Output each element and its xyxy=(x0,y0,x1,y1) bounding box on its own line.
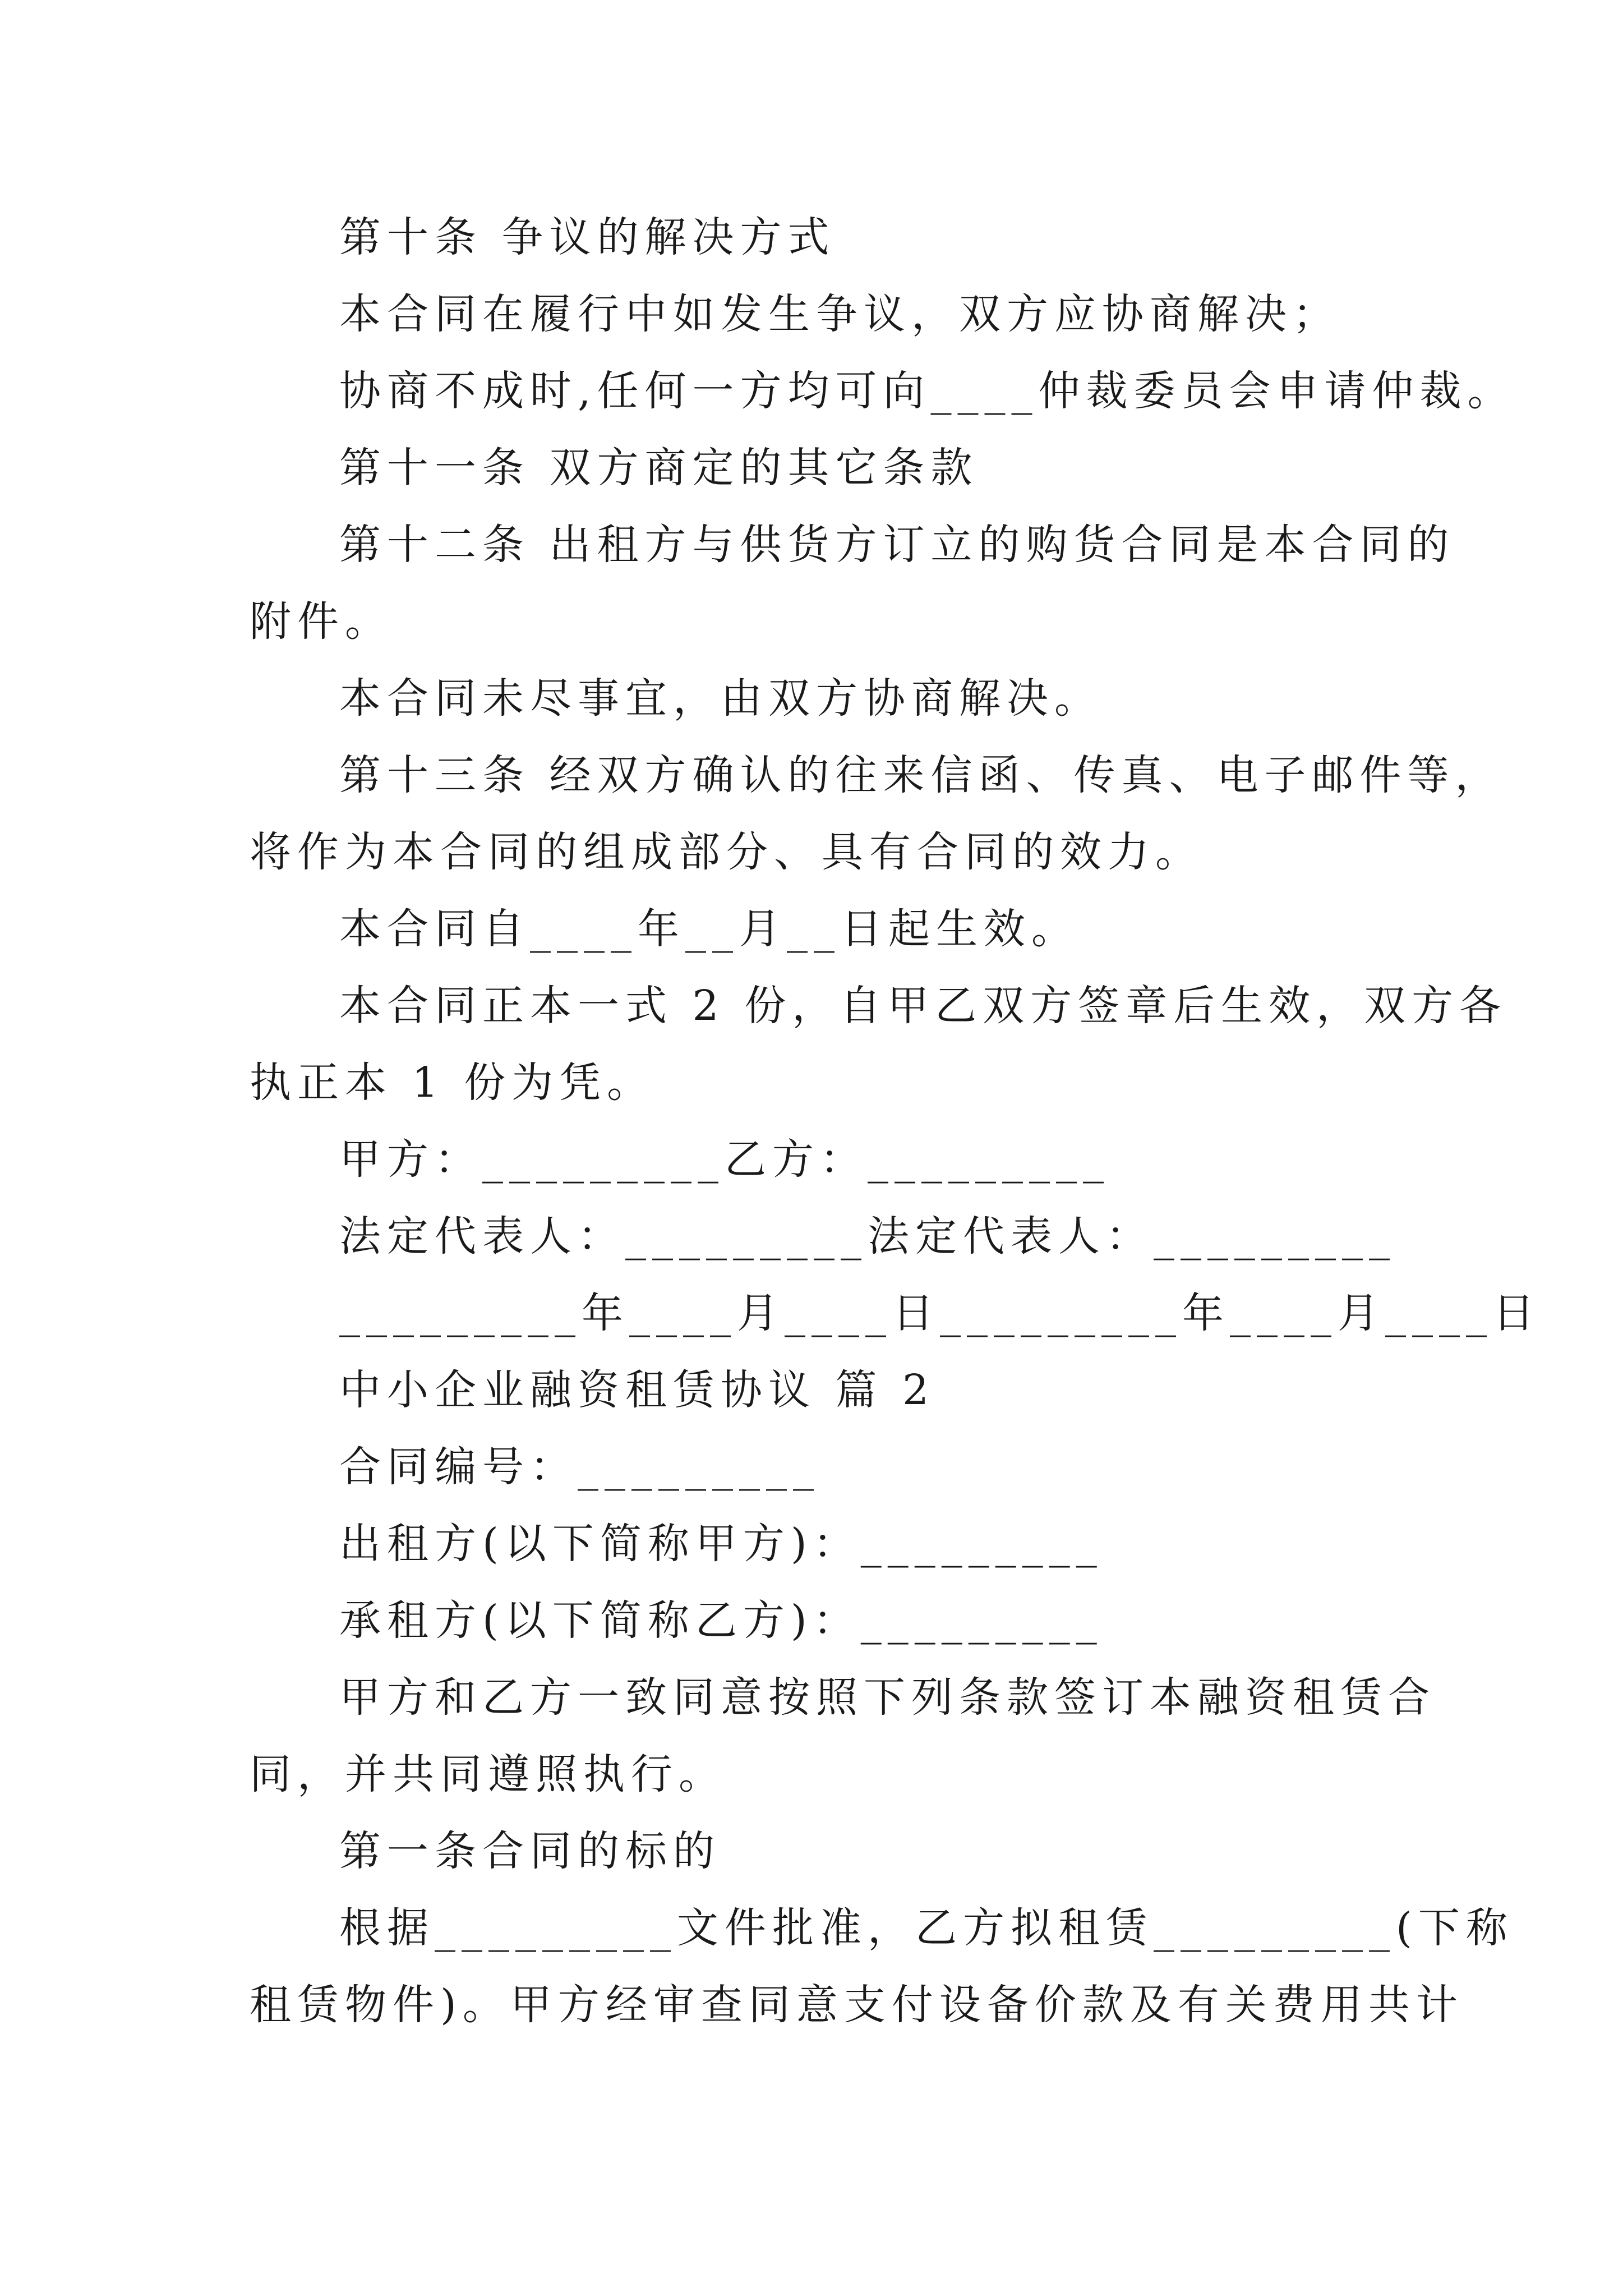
paragraph-line: 甲方和乙方一致同意按照下列条款签订本融资租赁合 xyxy=(339,1673,1436,1722)
article-1-heading: 第一条合同的标的 xyxy=(339,1827,721,1875)
article-10-heading: 第十条 争议的解决方式 xyxy=(339,213,836,261)
party-signature-line: 甲方：_________乙方：_________ xyxy=(339,1135,1110,1184)
paragraph-continuation: 租赁物件)。甲方经审查同意支付设备价款及有关费用共计 xyxy=(250,1981,1464,2029)
contract-number-line: 合同编号：_________ xyxy=(339,1443,820,1491)
legal-representative-line: 法定代表人：_________法定代表人：_________ xyxy=(339,1212,1396,1260)
paragraph-line: 本合同正本一式 2 份，自甲乙双方签章后生效，双方各 xyxy=(339,982,1507,1030)
paragraph-continuation: 将作为本合同的组成部分、具有合同的效力。 xyxy=(250,828,1203,876)
article-11-heading: 第十一条 双方商定的其它条款 xyxy=(339,444,979,492)
paragraph-continuation: 执正本 1 份为凭。 xyxy=(250,1059,655,1107)
article-12-line: 第十二条 出租方与供货方订立的购货合同是本合同的 xyxy=(339,521,1455,569)
section-title: 中小企业融资租赁协议 篇 2 xyxy=(339,1366,935,1414)
paragraph-line: 本合同在履行中如发生争议，双方应协商解决； xyxy=(339,290,1340,338)
paragraph-continuation: 附件。 xyxy=(250,597,393,646)
paragraph-line: 协商不成时,任何一方均可向____仲裁委员会申请仲裁。 xyxy=(339,367,1515,415)
paragraph-continuation: 同，并共同遵照执行。 xyxy=(250,1750,726,1798)
effective-date-line: 本合同自____年__月__日起生效。 xyxy=(339,905,1079,953)
signature-date-line: _________年____月____日_________年____月____日 xyxy=(339,1289,1541,1337)
lessee-line: 承租方(以下简称乙方)：_________ xyxy=(339,1596,1103,1645)
paragraph-line: 根据_________文件批准，乙方拟租赁_________(下称 xyxy=(339,1904,1514,1952)
lessor-line: 出租方(以下简称甲方)：_________ xyxy=(339,1520,1103,1568)
paragraph-line: 本合同未尽事宜，由双方协商解决。 xyxy=(339,674,1102,723)
article-13-line: 第十三条 经双方确认的往来信函、传真、电子邮件等， xyxy=(339,751,1503,799)
